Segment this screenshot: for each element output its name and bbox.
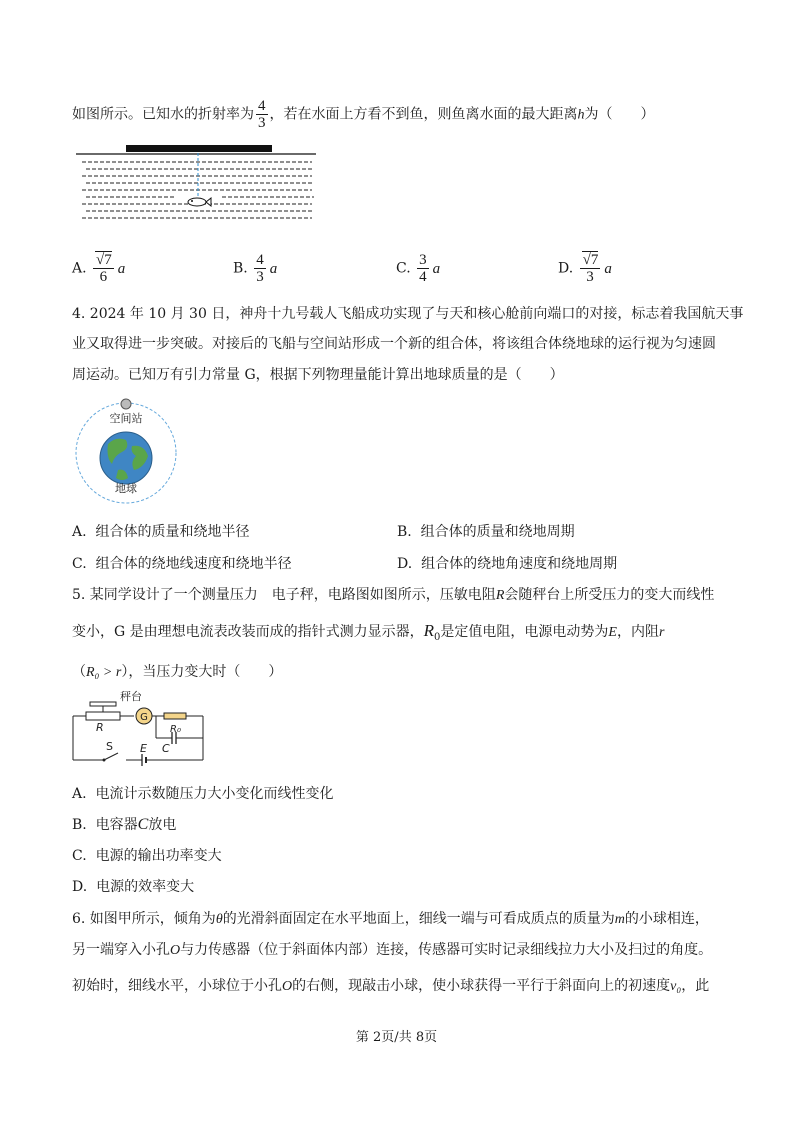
svg-text:R₀: R₀ [170, 724, 181, 735]
svg-text:C: C [162, 742, 170, 755]
q3-option-c[interactable]: C. $\frac{3}{4}$ a [396, 252, 441, 285]
resistor-r0 [164, 713, 186, 719]
q4-option-c[interactable]: C. 组合体的绕地线速度和绕地半径 [72, 556, 292, 572]
resistor-r [86, 712, 120, 720]
svg-text:R: R [96, 721, 104, 734]
q5-option-b[interactable]: B. 电容器C放电 [72, 816, 177, 833]
page-footer: 第 2页/共 8页 [355, 1030, 438, 1045]
platform [90, 702, 116, 706]
svg-text:E: E [140, 742, 147, 755]
fish-icon [188, 198, 211, 206]
label-earth: 地球 [115, 482, 137, 495]
label-station: 空间站 [109, 412, 143, 425]
q5-option-c[interactable]: C. 电源的输出功率变大 [72, 848, 222, 864]
opaque-disc [126, 145, 272, 152]
q5-option-a[interactable]: A. 电流计示数随压力大小变化而线性变化 [72, 786, 334, 802]
q5-option-d[interactable]: D. 电源的效率变大 [72, 879, 195, 895]
q4-option-b[interactable]: B. 组合体的质量和绕地周期 [397, 524, 575, 540]
svg-text:S: S [106, 740, 113, 753]
q5-circuit-figure [68, 690, 213, 766]
q5-line-1: 5. 某同学设计了一个测量压力 电子秤，电路图如图所示，压敏电阻R会随秤台上所受压力的变大而线性 [72, 587, 715, 603]
q3-option-a[interactable]: A. $\frac{√7}{6}$ a [72, 252, 126, 285]
q3-option-b[interactable]: B. $\frac{4}{3}$ a [233, 252, 278, 285]
q6-line-2: 另一端穿入小孔O与力传感器（位于斜面体内部）连接，传感器可实时记录细线拉力大小及扫过的角度。 [72, 942, 713, 958]
svg-text:G: G [140, 712, 148, 723]
q4-line-1: 4. 2024 年 10 月 30 日，神舟十九号载人飞船成功实现了与天和核心舱前向端口的对接，标志着我国航天事 [72, 306, 744, 322]
space-station-icon [121, 399, 131, 409]
q5-line-2: 变小，G 是由理想电流表改装而成的指针式测力显示器，$R_0$是定值电阻，电源电动势为E，内阻r [72, 621, 665, 643]
q3-ratio: $\frac{4}{3}$ [258, 98, 266, 131]
q6-line-1: 6. 如图甲所示，倾角为θ的光滑斜面固定在水平地面上，细线一端与可看成质点的质量为m的小球相连， [72, 911, 709, 927]
label-platform: 秤台 [120, 690, 142, 703]
switch-s [104, 753, 118, 760]
q4-option-d[interactable]: D. 组合体的绕地角速度和绕地周期 [397, 556, 618, 572]
earth-icon [100, 432, 152, 484]
q4-line-3: 周运动。已知万有引力常量 G，根据下列物理量能计算出地球质量的是（ ） [72, 367, 564, 383]
q5-line-3: （R₀ > r），当压力变大时（ ） [72, 664, 283, 680]
q4-option-a[interactable]: A. 组合体的质量和绕地半径 [72, 524, 250, 540]
q3-option-d[interactable]: D. $\frac{√7}{3}$ a [558, 252, 612, 285]
q4-line-2: 业又取得进一步突破。对接后的飞船与空间站形成一个新的组合体，将该组合体绕地球的运行视为匀速圆 [72, 336, 716, 352]
q4-orbit-figure [74, 398, 182, 504]
q3-water-figure [76, 143, 326, 229]
q6-line-3: 初始时，细线水平，小球位于小孔O的右侧，现敲击小球，使小球获得一平行于斜面向上的初速度v₀，此 [72, 978, 710, 994]
q3-stem: 如图所示。已知水的折射率为 $\frac{4}{3}$ ，若在水面上方看不到鱼，则鱼离水面的最大距离h为（ ） [72, 98, 655, 131]
